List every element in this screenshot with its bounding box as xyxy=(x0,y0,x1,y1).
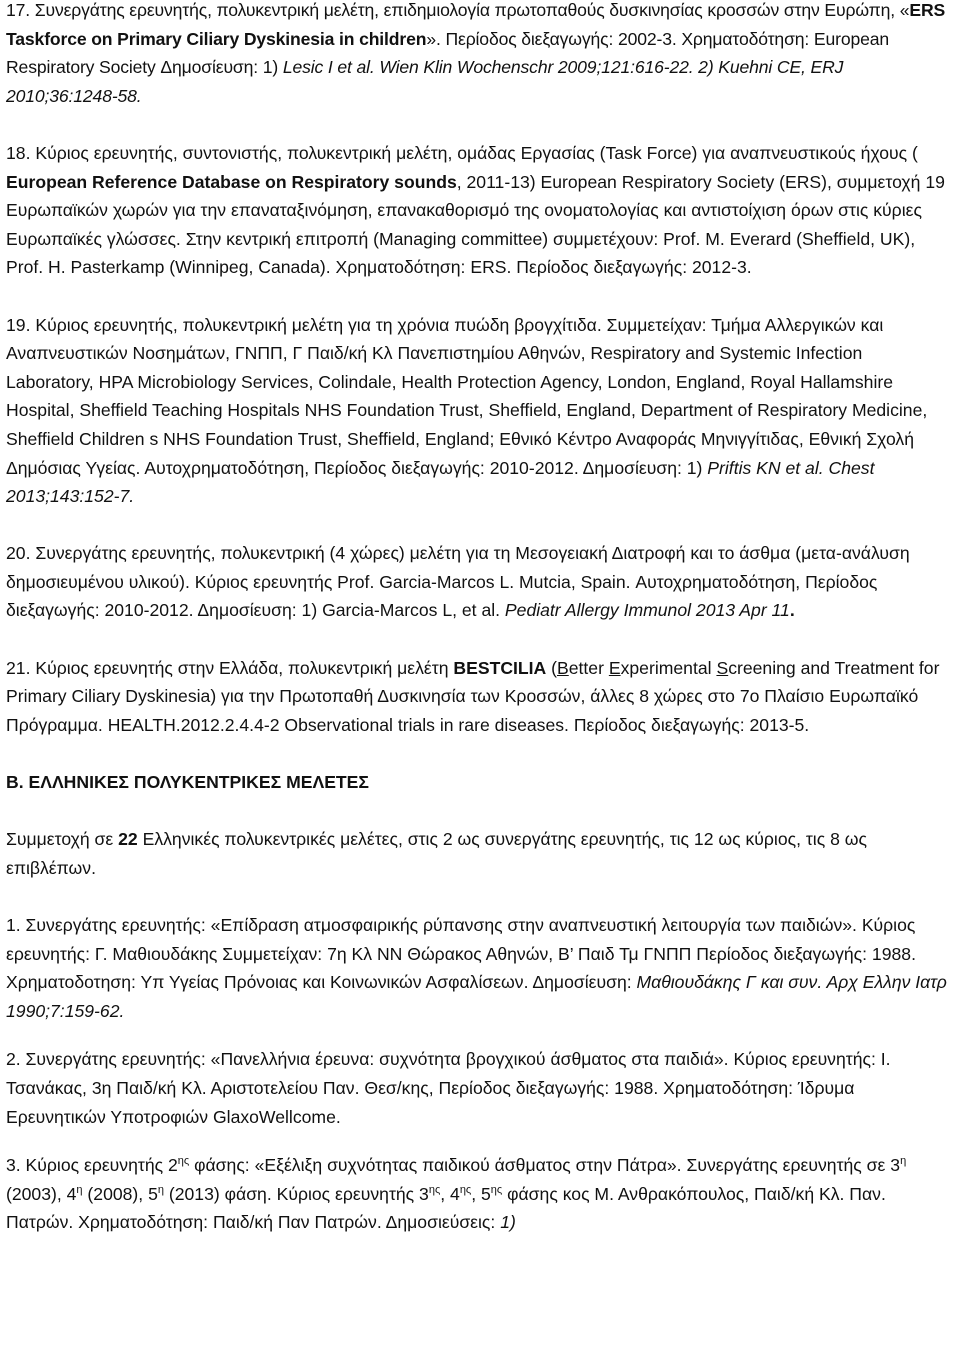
greek-item-3-text: , 5 xyxy=(471,1183,491,1204)
greek-item-3-text: (2013) φάση. Κύριος ερευνητής 3 xyxy=(163,1183,429,1204)
spacer xyxy=(6,1131,954,1151)
greek-item-1-citation: Μαθιουδάκης Γ και συν. Αρχ Ελλην Ιατρ 1990;7:159-62. xyxy=(6,972,947,1021)
greek-item-3-text: φάσης κος Μ. Ανθρακόπουλος, Παιδ/κή Κλ. Παν. Πατρών. Χρηματοδότηση: Παιδ/κή Παν Πατρών. Δημοσιεύσεις: xyxy=(6,1183,886,1233)
item-21-initial-s: S xyxy=(716,657,729,678)
item-21-details: creening and Treatment for Primary Ciliary Dyskinesia) για την Πρωτοπαθή Δυσκινησία των Κροσσών, άλλες 8 χώρες στο 7ο Πλαίσιο Ευρωπαϊκό Πρόγραμμα. HEALTH.2012.2.4.4-2 Observational trials in rare diseases. Περίοδος διεξαγωγής: 2013-5. xyxy=(6,657,940,735)
item-18-project-title: European Reference Database on Respiratory sounds xyxy=(6,171,457,192)
spacer xyxy=(6,110,954,139)
item-21-initial-e: E xyxy=(608,657,621,678)
intro-text-rest: Ελληνικές πολυκεντρικές μελέτες, στις 2 ως συνεργάτης ερευνητής, τις 12 ως κύριος, τις 8 ως επιβλέπων. xyxy=(6,829,867,878)
item-21-initial-b: B xyxy=(557,657,569,678)
item-21-text: 21. Κύριος ερευνητής στην Ελλάδα, πολυκεντρική μελέτη xyxy=(6,657,454,678)
greek-item-3-text: (2003), 4 xyxy=(6,1183,77,1204)
item-17-project-title: ERS Taskforce on Primary Ciliary Dyskinesia in children xyxy=(6,0,946,49)
ordinal-suffix: η xyxy=(76,1183,83,1196)
item-19-citation: Priftis KN et al. Chest 2013;143:152-7. xyxy=(6,457,875,507)
item-21-paren: ( xyxy=(546,657,557,678)
item-18-details: , 2011-13) European Respiratory Society (ERS), συμμετοχή 19 Ευρωπαϊκών χωρών για την επαναταξινόμηση, επανακαθορισμό της ονοματολογίας και αντιστοίχιση όρων στις κύριες Ευρωπαϊκές γλώσσες. Στην κεντρική επιτροπή (Managing committee) συμμετέχουν: Prof. M. Everard (Sheffield, UK), Prof. H. Pasterkamp (Winnipeg, Canada). Χρηματοδότηση: ERS. Περίοδος διεξαγωγής: 2012-3. xyxy=(6,171,945,278)
ordinal-suffix: ης xyxy=(490,1183,503,1196)
greek-item-3-text: , 4 xyxy=(440,1183,460,1204)
item-19-text: 19. Κύριος ερευνητής, πολυκεντρική μελέτη για τη χρόνια πυώδη βρογχίτιδα. Συμμετείχαν: Τμήμα Αλλεργικών και Αναπνευστικών Νοσημάτων, ΓΝΠΠ, Γ Παιδ/κή Κλ Πανεπιστημίου Αθηνών, Respiratory and Systemic Infection Laboratory, HPA Microbiology Services, Colindale, Health Protection Agency, London, England, Royal Hallamshire Hospital, Sheffield Teaching Hospitals NHS Foundation Trust, Sheffield, England, Department of Respiratory Medicine, Sheffield Children s NHS Foundation Trust, Sheffield, England; Εθνικό Κέντρο Αναφοράς Μηνιγγίτιδας, Εθνική Σχολή Δημόσιας Υγείας. Αυτοχρηματοδότηση, Περίοδος διεξαγωγής: 2010-2012. Δημοσίευση: 1) xyxy=(6,314,928,478)
greek-item-2: 2. Συνεργάτης ερευνητής: «Πανελλήνια έρευνα: συχνότητα βρογχικού άσθματος στα παιδιά». Κύριος ερευνητής: Ι. Τσανάκας, 3η Παιδ/κή Κλ. Αριστοτελείου Παν. Θεσ/κης, Περίοδος διεξαγωγής: 1988. Χρηματοδότηση: Ίδρυμα Ερευνητικών Υποτροφιών GlaxoWellcome. xyxy=(6,1049,891,1127)
item-18 xyxy=(6,139,954,282)
item-17-text: 17. Συνεργάτης ερευνητής, πολυκεντρική μελέτη, επιδημιολογία πρωτοπαθούς δυσκινησίας κροσσών στην Ευρώπη, « xyxy=(6,0,910,20)
spacer xyxy=(6,625,954,654)
greek-item-3-text: 3. Κύριος ερευνητής 2 xyxy=(6,1155,178,1176)
greek-item-3 xyxy=(6,1151,954,1237)
greek-item-1-text: 1. Συνεργάτης ερευνητής: «Επίδραση ατμοσφαιρικής ρύπανσης στην αναπνευστική λειτουργία των παιδιών». Κύριος ερευνητής: Γ. Μαθιουδάκης Συμμετείχαν: 7η Κλ ΝΝ Θώρακος Αθηνών, Β’ Παιδ Τμ ΓΝΠΠ Περίοδος διεξαγωγής: 1988. Χρηματοδοτηση: Υπ Υγείας Πρόνοιας και Κοινωνικών Ασφαλίσεων. Δημοσίευση: xyxy=(6,915,916,993)
spacer xyxy=(6,511,954,540)
item-17-citations: Lesic I et al. Wien Klin Wochenschr 2009;121:616-22. 2) Kuehni CE, ERJ 2010;36:1248-58. xyxy=(6,57,844,106)
greek-item-3-text: (2008), 5 xyxy=(82,1183,158,1204)
intro-text: Συμμετοχή σε xyxy=(6,829,119,850)
spacer xyxy=(6,882,954,911)
item-17-funding: ». Περίοδος διεξαγωγής: 2002-3. Χρηματοδότηση: European Respiratory Society Δημοσίευση: 1) xyxy=(6,28,889,78)
ordinal-suffix: η xyxy=(157,1183,164,1196)
greek-item-3-text: φάσης: «Εξέλιξη συχνότητας παιδικού άσθματος στην Πάτρα». Συνεργάτης ερευνητής σε 3 xyxy=(189,1155,901,1176)
ordinal-suffix: ης xyxy=(177,1155,190,1168)
intro-count: 22 xyxy=(118,829,138,850)
section-b-intro xyxy=(6,825,954,882)
item-20-citation: Pediatr Allergy Immunol 2013 Apr 11 xyxy=(504,600,790,621)
ordinal-suffix: η xyxy=(900,1155,907,1168)
spacer xyxy=(6,1025,954,1045)
ordinal-suffix: ης xyxy=(459,1183,472,1196)
spacer xyxy=(6,797,954,826)
greek-item-1 xyxy=(6,911,954,1025)
item-21 xyxy=(6,654,954,740)
item-18-text: 18. Κύριος ερευνητής, συντονιστής, πολυκεντρική μελέτη, ομάδας Εργασίας (Task Force) για αναπνευστικούς ήχους ( xyxy=(6,142,918,163)
spacer xyxy=(6,739,954,768)
item-21-project-title: BESTCILIA xyxy=(453,657,547,678)
item-21-word: etter xyxy=(568,657,609,678)
item-20-text: 20. Συνεργάτης ερευνητής, πολυκεντρική (4 χώρες) μελέτη για τη Μεσογειακή Διατροφή και το άσθμα (μετα-ανάλυση δημοσιευμένου υλικού). Κύριος ερευνητής Prof. Garcia-Marcos L. Mutcia, Spain. Αυτοχρηματοδότηση, Περίοδος διεξαγωγής: 2010-2012. Δημοσίευση: 1) Garcia-Marcos L, et al. xyxy=(6,543,910,621)
spacer xyxy=(6,282,954,311)
ordinal-suffix: ης xyxy=(428,1183,441,1196)
greek-item-3-citation: 1) xyxy=(500,1212,516,1233)
item-21-word: xperimental xyxy=(620,657,717,678)
item-19 xyxy=(6,311,954,511)
item-20 xyxy=(6,539,954,625)
item-17 xyxy=(6,0,954,110)
item-20-end: . xyxy=(789,600,795,621)
section-b-heading: Β. ΕΛΛΗΝΙΚΕΣ ΠΟΛΥΚΕΝΤΡΙΚΕΣ ΜΕΛΕΤΕΣ xyxy=(6,772,369,793)
